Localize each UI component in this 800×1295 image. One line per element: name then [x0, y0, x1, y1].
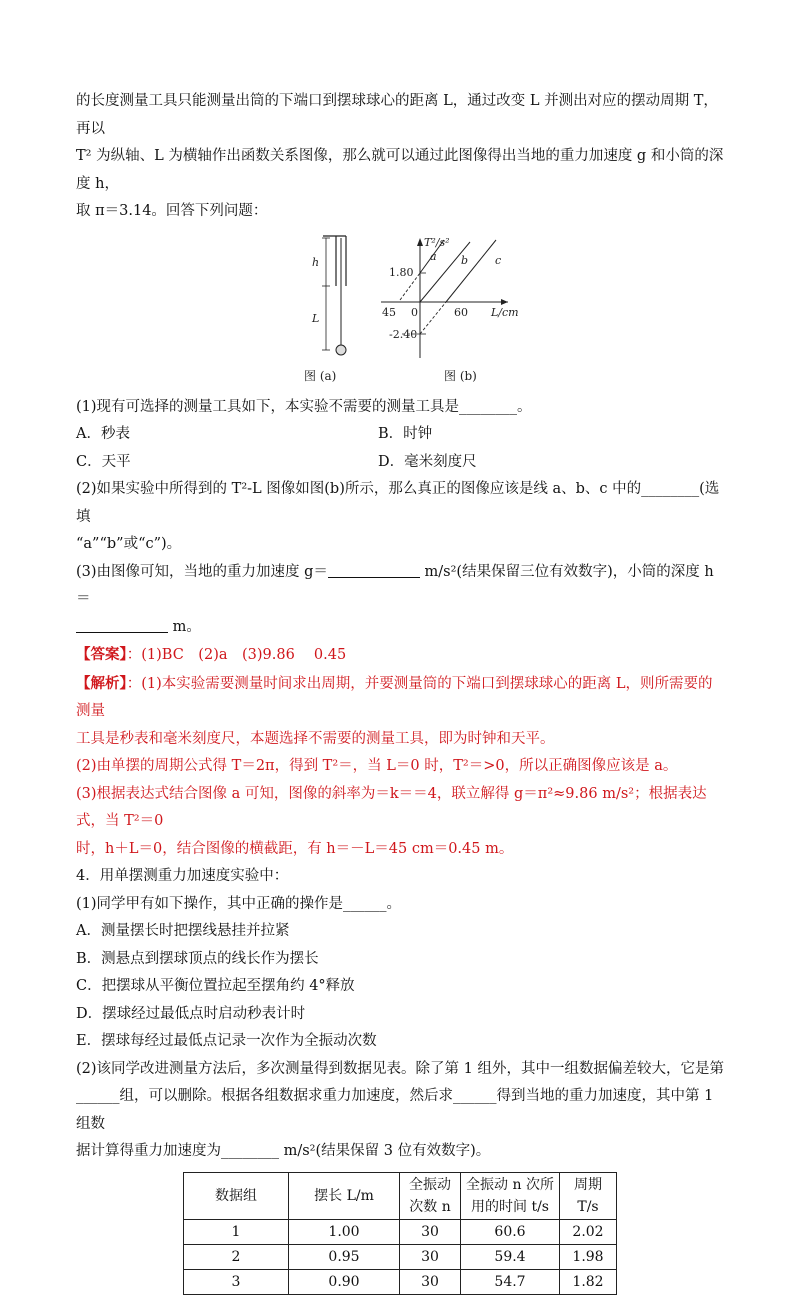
data-table [183, 1172, 617, 1295]
x-axis-label: L/cm [491, 305, 519, 319]
table-row [184, 1219, 617, 1244]
intro-line-3: 取 π＝3.14。回答下列问题： [76, 203, 268, 219]
answer-label: 【答案】 [76, 646, 127, 663]
origin-label: 0 [411, 305, 418, 319]
q4-title: 4．用单摆测重力加速度实验中： [76, 868, 289, 884]
q1-stem: (1)现有可选择的测量工具如下，本实验不需要的测量工具是________。 [76, 398, 532, 415]
q1-option-d: D．毫米刻度尺 [378, 453, 477, 470]
table-cell: 1 [184, 1219, 289, 1244]
answer-text: ：(1)BC (2)a (3)9.86 0.45 [126, 647, 347, 663]
table-header-cell: 数据组 [184, 1172, 289, 1219]
q4-option-a: A．测量摆长时把摆线悬挂并拉紧 [76, 923, 290, 939]
q4-stem-2-line-3: 据计算得重力加速度为________ m/s²(结果保留 3 位有效数字)。 [76, 1143, 491, 1159]
q3-line-2 [76, 614, 726, 642]
table-row [184, 1244, 617, 1269]
y-tick-positive: 1.80 [389, 265, 414, 279]
table-cell: 59.4 [461, 1244, 560, 1269]
table-cell: 0.95 [289, 1244, 400, 1269]
figure-a-h-label: h [312, 255, 320, 269]
q1-option-c: C．天平 [76, 453, 131, 470]
q3-blank-g [328, 563, 420, 578]
table-cell: 30 [400, 1244, 461, 1269]
table-header-cell: 摆长 L/m [289, 1172, 400, 1219]
table-cell: 2.02 [560, 1219, 617, 1244]
q3-blank-h [76, 618, 168, 633]
q4-option-e: E．摆球每经过最低点记录一次作为全振动次数 [76, 1033, 377, 1049]
y-axis-label: T²/s² [424, 235, 450, 249]
table-cell: 0.90 [289, 1269, 400, 1294]
q1-option-b: B．时钟 [378, 426, 433, 442]
table-header-cell: 全振动 n 次所 用的时间 t/s [461, 1172, 560, 1219]
intro-line-1: 的长度测量工具只能测量出筒的下端口到摆球球心的距离 L，通过改变 L 并测出对应的摆动周期 T，再以 [76, 93, 718, 137]
intro-line-2: T² 为纵轴、L 为横轴作出函数关系图像，那么就可以通过此图像得出当地的重力加速度 g 和小筒的深度 h， [76, 148, 724, 192]
analysis-line-1 [76, 670, 726, 726]
table-row [184, 1269, 617, 1294]
q3-part-2: m/s²(结果保留三位有效数字)，小筒的深度 h＝ [76, 563, 714, 607]
x-tick-negative: 45 [382, 305, 396, 319]
q4-option-b: B．测悬点到摆球顶点的线长作为摆长 [76, 950, 319, 967]
q3-part-3: m。 [172, 618, 201, 635]
table-header-cell: 全振动 次数 n [400, 1172, 461, 1219]
table-cell: 1.98 [560, 1244, 617, 1269]
table-cell: 60.6 [461, 1219, 560, 1244]
q3-line-1 [76, 559, 726, 614]
q3-part-1: (3)由图像可知，当地的重力加速度 g＝ [76, 563, 328, 580]
document-body [76, 88, 726, 1295]
q2-line-2: “a”“b”或“c”)。 [76, 536, 182, 552]
q4-stem-2-line-2: ______组，可以删除。根据各组数据求重力加速度，然后求______得到当地的重力加速度，其中第 1 组数 [76, 1088, 714, 1132]
x-axis-arrow-icon [501, 299, 508, 305]
figure-svg [296, 230, 626, 388]
figure-a [304, 236, 346, 383]
answer-line [76, 641, 726, 670]
q1-options-row-1 [76, 421, 726, 449]
table-header-row [184, 1172, 617, 1219]
analysis-line-4: (3)根据表达式结合图像 a 可知，图像的斜率为＝k＝＝4，联立解得 g＝π²≈9.86 m/s²；根据表达式，当 T²＝0 [76, 785, 707, 829]
y-axis-arrow-icon [417, 238, 423, 246]
x-tick-positive: 60 [454, 305, 468, 319]
analysis-line-2: 工具是秒表和毫米刻度尺，本题选择不需要的测量工具，即为时钟和天平。 [76, 730, 555, 747]
q2-line-1: (2)如果实验中所得到的 T²-L 图像如图(b)所示，那么真正的图像应该是线 a、b、c 中的________(选填 [76, 481, 720, 525]
table-cell: 54.7 [461, 1269, 560, 1294]
figure-a-caption: 图 (a) [304, 368, 337, 383]
analysis-label: 【解析】 [76, 674, 127, 692]
line-c-label: c [495, 253, 502, 267]
q4-stem-2-line-1: (2)该同学改进测量方法后，多次测量得到数据见表。除了第 1 组外，其中一组数据偏差较大，它是第 [76, 1060, 724, 1077]
table-header-cell: 周期 T/s [560, 1172, 617, 1219]
figure-a-l-label: L [312, 311, 320, 325]
q1-options-row-2 [76, 449, 726, 477]
q4-stem-1: (1)同学甲有如下操作，其中正确的操作是______。 [76, 895, 402, 912]
q1-option-a: A．秒表 [76, 426, 130, 442]
table-cell: 1.00 [289, 1219, 400, 1244]
table-cell: 3 [184, 1269, 289, 1294]
figure-block [76, 230, 726, 388]
figure-b-caption: 图 (b) [444, 368, 477, 383]
q4-option-d: D．摆球经过最低点时启动秒表计时 [76, 1005, 306, 1022]
y-tick-negative: -2.40 [389, 327, 418, 341]
analysis-line-5: 时，h＋L＝0，结合图像的横截距，有 h＝－L＝45 cm＝0.45 m。 [76, 840, 514, 857]
analysis-line-3: (2)由单摆的周期公式得 T＝2π，得到 T²＝，当 L＝0 时，T²＝>0，所以正确图像应该是 a。 [76, 758, 678, 774]
figure-b [381, 236, 519, 383]
q4-option-c: C．把摆球从平衡位置拉起至摆角约 4°释放 [76, 978, 355, 994]
table-cell: 1.82 [560, 1269, 617, 1294]
table-cell: 2 [184, 1244, 289, 1269]
line-b-label: b [461, 253, 469, 267]
line-a-label: a [430, 249, 437, 263]
analysis-text-1: ：(1)本实验需要测量时间求出周期，并要测量筒的下端口到摆球球心的距离 L，则所需要的测量 [76, 675, 713, 719]
table-cell: 30 [400, 1269, 461, 1294]
table-cell: 30 [400, 1219, 461, 1244]
